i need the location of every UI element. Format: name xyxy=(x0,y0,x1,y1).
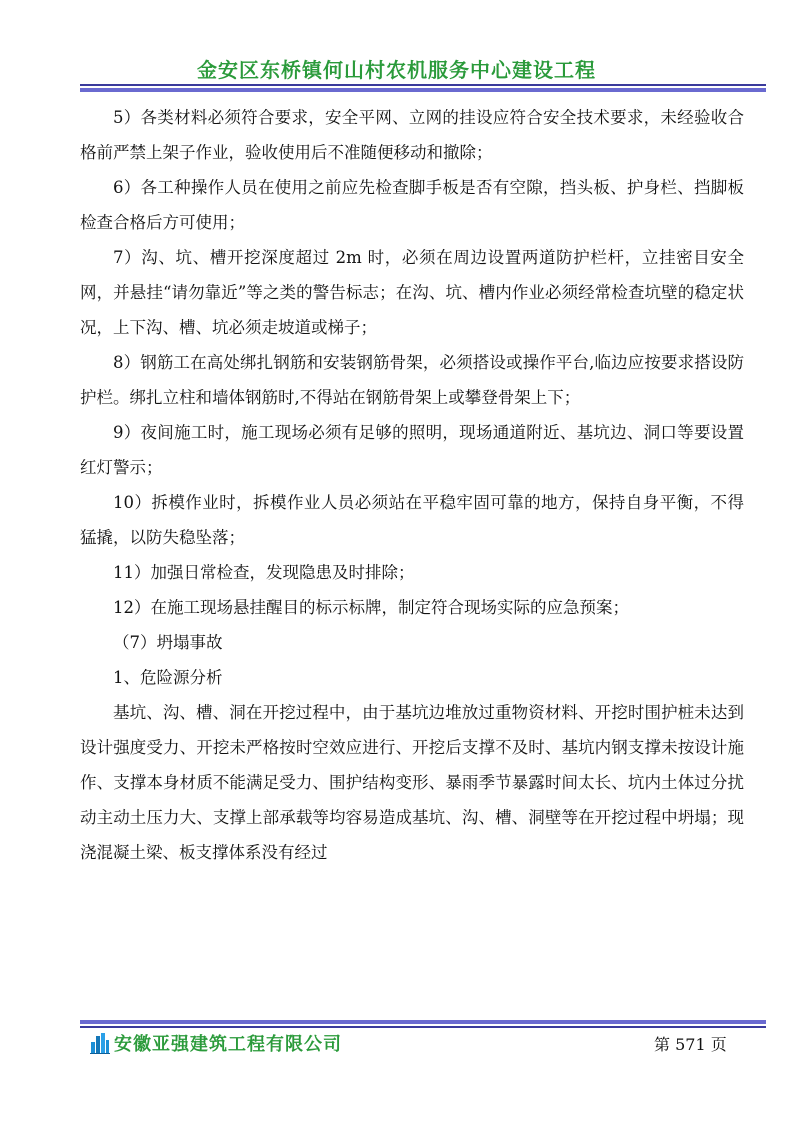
paragraph-10: 10）拆模作业时，拆模作业人员必须站在平稳牢固可靠的地方，保持自身平衡，不得猛撬，以防失稳坠落； xyxy=(80,493,744,547)
footer-company xyxy=(90,1030,342,1056)
header-title: 金安区东桥镇何山村农机服务中心建设工程 xyxy=(197,58,596,82)
header-rule-thick xyxy=(80,88,766,92)
body-text xyxy=(80,100,744,870)
paragraph-7: 7）沟、坑、槽开挖深度超过 2m 时，必须在周边设置两道防护栏杆，立挂密目安全网，并悬挂“请勿靠近”等之类的警告标志；在沟、坑、槽内作业必须经常检查坑壁的稳定状况，上下沟、槽、坑必须走坡道或梯子； xyxy=(80,248,744,337)
paragraph-6: 6）各工种操作人员在使用之前应先检查脚手板是否有空隙，挡头板、护身栏、挡脚板检查合格后方可使用； xyxy=(80,178,744,232)
building-logo-icon xyxy=(90,1032,110,1054)
paragraph-9: 9）夜间施工时，施工现场必须有足够的照明，现场通道附近、基坑边、洞口等要设置红灯警示； xyxy=(80,423,744,477)
subsection-heading-hazard: 1、危险源分析 xyxy=(113,668,223,687)
paragraph-8: 8）钢筋工在高处绑扎钢筋和安装钢筋骨架，必须搭设或操作平台,临边应按要求搭设防护栏。绑扎立柱和墙体钢筋时,不得站在钢筋骨架上或攀登骨架上下； xyxy=(80,353,744,407)
footer-rule-thick xyxy=(80,1020,766,1024)
paragraph-5: 5）各类材料必须符合要求，安全平网、立网的挂设应符合安全技术要求，未经验收合格前严禁上架子作业，验收使用后不准随便移动和撤除； xyxy=(80,108,744,162)
section-heading-collapse: （7）坍塌事故 xyxy=(113,633,223,652)
page-number: 第 571 页 xyxy=(654,1035,727,1054)
paragraph-11: 11）加强日常检查，发现隐患及时排除； xyxy=(113,563,415,582)
footer-rule-thin xyxy=(80,1026,766,1028)
header-rule-thin xyxy=(80,84,766,86)
paragraph-12: 12）在施工现场悬挂醒目的标示标牌，制定符合现场实际的应急预案； xyxy=(113,598,629,617)
paragraph-hazard-analysis: 基坑、沟、槽、洞在开挖过程中，由于基坑边堆放过重物资材料、开挖时围护桩未达到设计强度受力、开挖未严格按时空效应进行、开挖后支撑不及时、基坑内钢支撑未按设计施作、支撑本身材质不能满足受力、围护结构变形、暴雨季节暴露时间太长、坑内土体过分扰动主动土压力大、支撑上部承载等均容易造成基坑、沟、槽、洞壁等在开挖过程中坍塌；现浇混凝土梁、板支撑体系没有经过 xyxy=(80,703,744,862)
company-name: 安徽亚强建筑工程有限公司 xyxy=(114,1034,342,1055)
